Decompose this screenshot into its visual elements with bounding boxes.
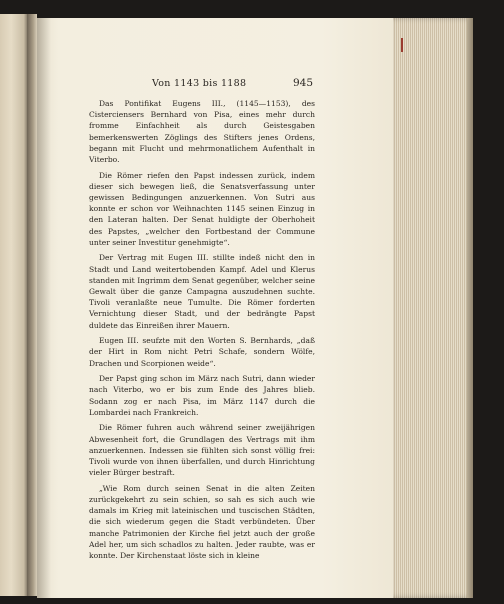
paragraph-3: Der Vertrag mit Eugen III. stillte indeß nicht den in Stadt und Land weitertobenden Kampf. Adel und Klerus standen mit Ingrimm dem Senat gegenüber, welcher seine Gewalt über die ganze Campagna auszudehnen suchte. Tivoli veranlaßte neue Tumulte. Die Römer forderten Vernichtung dieser Stadt, und der bedrängte Papst duldete das Einreißen ihrer Mauern. — [89, 253, 315, 330]
book-gutter — [27, 14, 37, 596]
page-number: 945 — [293, 77, 314, 89]
page-edges-stack — [393, 18, 473, 598]
paragraph-5: Der Papst ging schon im März nach Sutri, dann wieder nach Viterbo, wo er bis zum Ende des Jahres blieb. Sodann zog er nach Pisa, im März 1147 durch die Lombardei nach Frankreich. — [89, 374, 315, 417]
paragraph-4: Eugen III. seufzte mit den Worten S. Bernhards, „daß der Hirt in Rom nicht Petri Schafe, sondern Wölfe, Drachen und Scorpionen weide“. — [89, 336, 315, 368]
bookmark-ribbon-mark — [401, 38, 403, 52]
paragraph-6: Die Römer fuhren auch während seiner zweijährigen Abwesenheit fort, die Grundlagen des Vertrags mit ihm anzuerkennen. Indessen sie fühlten sich sonst völlig frei: Tivoli wurde von ihnen überfallen, und durch Hinrichtung vieler Bürger bestraft. — [89, 423, 315, 478]
body-text — [89, 98, 315, 561]
spine-shadow — [37, 18, 51, 598]
running-head: Von 1143 bis 1188 — [152, 78, 247, 89]
paragraph-2: Die Römer riefen den Papst indessen zurück, indem dieser sich bewegen ließ, die Senatsverfassung unter gewissen Bedingungen anzuerkennen. Von Sutri aus konnte er schon vor Weihnachten 1145 seinen Einzug in den Lateran halten. Der Senat huldigte der Oberhoheit des Papstes, „welcher den Fortbestand der Commune unter seiner Investitur genehmigte“. — [89, 170, 315, 247]
paragraph-1: Das Pontifikat Eugens III., (1145—1153), des Cisterciensers Bernhard von Pisa, eines mehr durch fromme Einfachheit als durch Geistesgaben bemerkenswerten Zöglings des Stifters jenes Ordens, begann mit Flucht und mehrmonatlichem Aufenthalt in Viterbo. — [89, 99, 315, 165]
left-page-edge — [0, 14, 28, 596]
paragraph-7: „Wie Rom durch seinen Senat in die alten Zeiten zurückgekehrt zu sein schien, so sah es sich auch wie damals im Krieg mit lateinischen und tuscischen Städten, die sich wiederum gegen die Stadt verbündeten. Über manche Patrimonien der Kirche fiel jetzt auch der große Adel her, um sich schadlos zu halten. Jeder raubte, was er konnte. Der Kirchenstaat löste sich in kleine — [89, 483, 315, 561]
